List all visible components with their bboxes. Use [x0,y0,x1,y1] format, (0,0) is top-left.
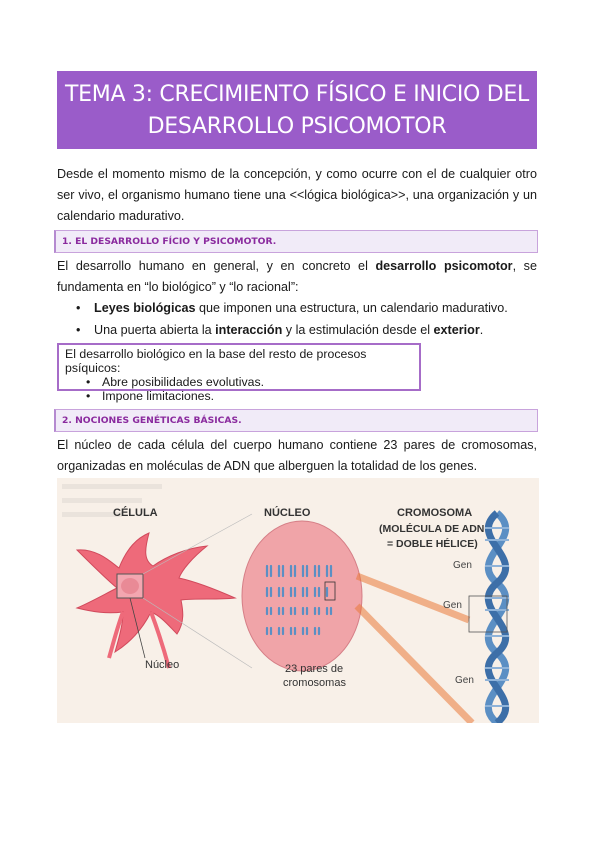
gen-label-1: Gen [453,560,472,571]
nucleus-label: NÚCLEO [264,507,311,519]
section-1-paragraph [57,256,537,298]
section-2-paragraph: El núcleo de cada célula del cuerpo humano contiene 23 pares de cromosomas, organizadas en moléculas de ADN que alberguen la totalidad de los genes. [57,438,537,473]
chromosome-label: CROMOSOMA [397,507,473,519]
section-2-header: 2. NOCIONES GENÉTICAS BÁSICAS. [54,409,538,432]
nucleus-callout-label: Núcleo [145,659,180,671]
genetics-figure [57,478,539,723]
pairs-label-1: 23 pares de [285,663,344,675]
box-item-2: • Impone limitaciones. [65,389,413,403]
bullet-puerta-bold-2: exterior [433,323,480,337]
gen-label-3: Gen [455,675,474,686]
molecule-label-1: (MOLÉCULA DE ADN [379,523,485,535]
section-1-bullets [74,297,534,341]
title-line-2: DESARROLLO PSICOMOTOR [147,114,447,139]
cell-label: CÉLULA [113,507,158,519]
bullet-puerta-a: Una puerta abierta la [94,323,216,337]
bullet-leyes-rest: que imponen una estructura, un calendario madurativo. [195,301,508,315]
bullet-puerta-bold-1: interacción [215,323,283,337]
section-1-text-a: El desarrollo humano en general, y en concreto el [57,259,376,273]
nucleus-illustration [242,521,362,671]
cell-nucleus [121,578,139,594]
section-1-text-bold: desarrollo psicomotor [375,259,513,273]
box-title: El desarrollo biológico en la base del resto de procesos psíquicos: [65,347,367,375]
title-banner [57,71,537,149]
intro-paragraph: Desde el momento mismo de la concepción, y como ocurre con el de cualquier otro ser vivo, el organismo humano tiene una <<lógica biológica>>, una organización y un calendario madurativo. [57,167,537,223]
section-1-text-b: , se fundamenta en “lo biológico” y “lo racional”: [57,259,537,294]
bullet-puerta-c: . [479,323,484,337]
bullet-puerta-b: y la estimulación desde el [282,323,434,337]
molecule-label-2: = DOBLE HÉLICE) [387,538,478,550]
bullet-leyes-bold: Leyes biológicas [94,301,196,315]
genetics-illustration [57,478,539,723]
biological-base-box [57,343,421,403]
bullet-puerta [74,319,534,341]
pairs-label-2: cromosomas [283,677,346,689]
bullet-leyes [74,297,534,319]
box-item-1: • Abre posibilidades evolutivas. [65,375,413,389]
section-1-header: 1. EL DESARROLLO FÍCIO Y PSICOMOTOR. [54,230,538,253]
box-list [65,375,413,403]
gen-label-2: Gen [443,600,462,611]
title-line-1: TEMA 3: CRECIMIENTO FÍSICO E INICIO DEL [65,82,529,107]
